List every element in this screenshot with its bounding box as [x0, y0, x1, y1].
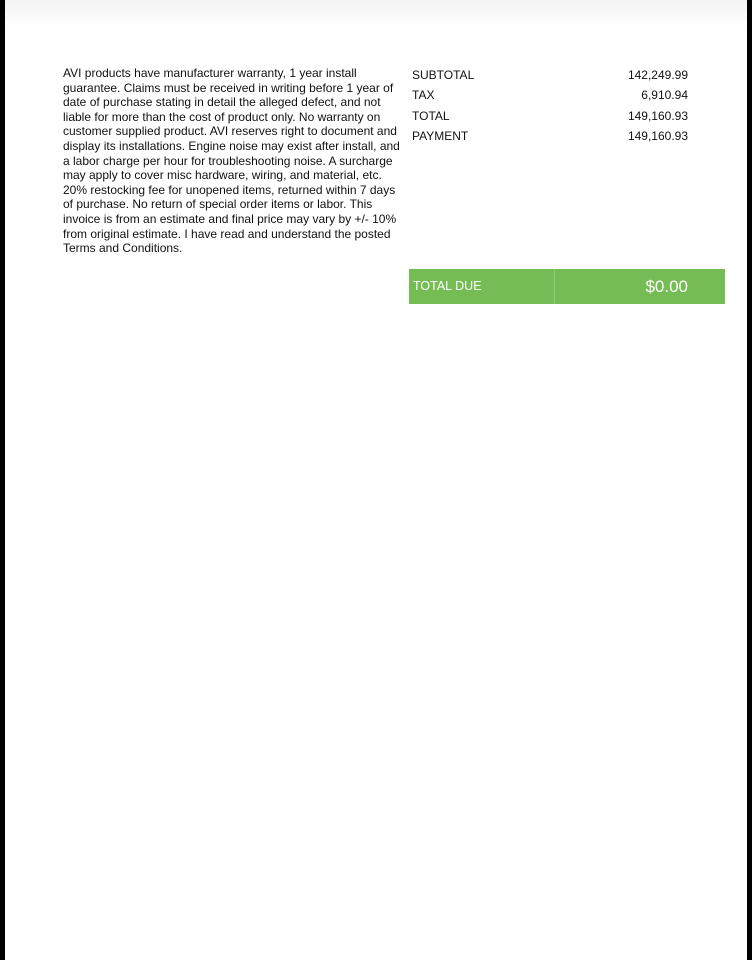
subtotal-row: [412, 66, 688, 86]
tax-value: 6,910.94: [641, 88, 688, 103]
payment-row: [412, 127, 688, 147]
tax-label: TAX: [412, 88, 435, 103]
total-value: 149,160.93: [627, 108, 688, 123]
payment-label: PAYMENT: [412, 128, 469, 143]
tax-row: [412, 86, 688, 106]
payment-value: 149,160.93: [627, 128, 688, 143]
total-due-value: $0.00: [645, 277, 688, 296]
total-due-bar: [409, 269, 725, 304]
page-top-edge: [5, 0, 747, 28]
total-row: [412, 107, 688, 127]
subtotal-label: SUBTOTAL: [412, 68, 475, 82]
total-due-label: TOTAL DUE: [409, 269, 555, 304]
subtotal-value: 142,249.99: [627, 68, 688, 82]
total-label: TOTAL: [412, 108, 450, 123]
invoice-page: [5, 0, 747, 960]
terms-and-conditions: AVI products have manufacturer warranty, 1 year install guarantee. Claims must be received in writing before 1 year of date of purchase stating in detail the alleged defect, and not liable for more than the cost of product only. No warranty on customer supplied product. AVI reserves right to document and display its installations. Engine noise may exist after install, and a labor charge per hour for troubleshooting noise. A surcharge may apply to cover misc hardware, wiring, and material, etc. 20% restocking fee for unopened items, returned within 7 days of purchase. No return of special order items or labor. This invoice is from an estimate and final price may vary by +/- 10% from original estimate. I have read and understand the posted Terms and Conditions.: [63, 66, 400, 256]
totals-table: [412, 66, 688, 147]
